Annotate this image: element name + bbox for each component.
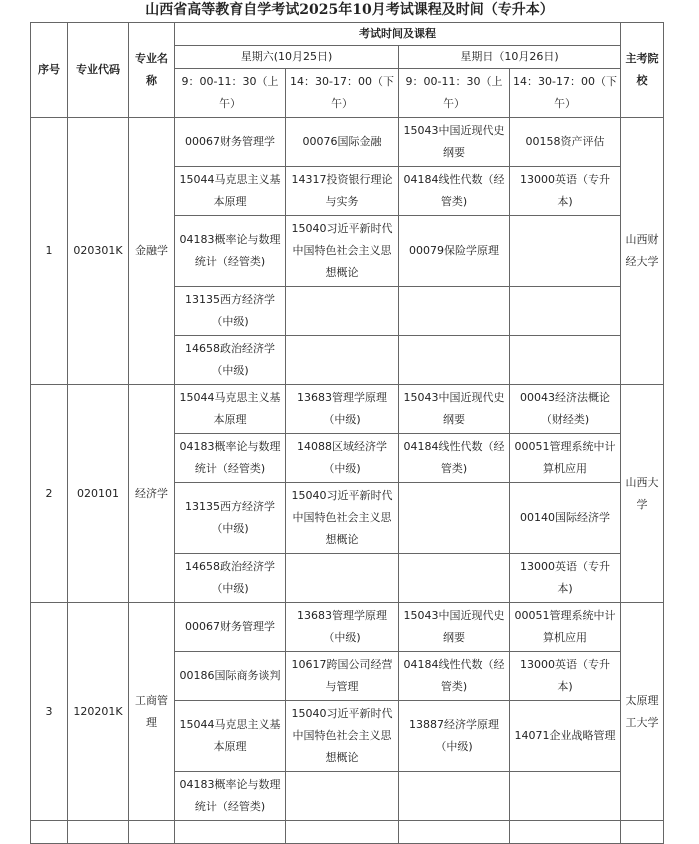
course-cell (510, 216, 621, 287)
course-cell: 04184线性代数（经管类) (399, 434, 510, 483)
course-cell (286, 554, 399, 603)
major-name: 金融学 (129, 118, 175, 385)
empty-cell (175, 821, 286, 844)
schedule-table (30, 22, 664, 844)
course-cell: 15044马克思主义基本原理 (175, 701, 286, 772)
course-cell (286, 336, 399, 385)
major-seq: 3 (31, 603, 68, 821)
course-cell: 10617跨国公司经营与管理 (286, 652, 399, 701)
course-cell: 13000英语（专升本) (510, 554, 621, 603)
course-cell: 15044马克思主义基本原理 (175, 385, 286, 434)
course-cell: 14317投资银行理论与实务 (286, 167, 399, 216)
schedule-table-wrapper (30, 22, 664, 844)
course-cell (510, 287, 621, 336)
course-cell: 00079保险学原理 (399, 216, 510, 287)
course-cell: 13000英语（专升本) (510, 167, 621, 216)
course-cell: 04183概率论与数理统计（经管类) (175, 772, 286, 821)
header-sun-am: 9：00-11：30（上午） (399, 69, 510, 118)
major-school: 山西大学 (621, 385, 664, 603)
course-cell: 00076国际金融 (286, 118, 399, 167)
course-cell: 00067财务管理学 (175, 603, 286, 652)
course-cell: 15043中国近现代史纲要 (399, 118, 510, 167)
course-cell (510, 772, 621, 821)
course-cell: 15040习近平新时代中国特色社会主义思想概论 (286, 701, 399, 772)
course-cell (399, 483, 510, 554)
course-cell: 00158资产评估 (510, 118, 621, 167)
major-school: 太原理工大学 (621, 603, 664, 821)
course-cell: 15043中国近现代史纲要 (399, 385, 510, 434)
header-school: 主考院校 (621, 23, 664, 118)
course-cell: 00140国际经济学 (510, 483, 621, 554)
header-seq: 序号 (31, 23, 68, 118)
header-sat-pm: 14：30-17：00（下午） (286, 69, 399, 118)
course-cell: 15040习近平新时代中国特色社会主义思想概论 (286, 216, 399, 287)
course-cell: 00067财务管理学 (175, 118, 286, 167)
course-cell: 00051管理系统中计算机应用 (510, 434, 621, 483)
course-cell (399, 772, 510, 821)
course-cell: 04184线性代数（经管类) (399, 167, 510, 216)
major-code: 020101 (68, 385, 129, 603)
major-name: 经济学 (129, 385, 175, 603)
empty-cell (31, 821, 68, 844)
header-code: 专业代码 (68, 23, 129, 118)
major-seq: 2 (31, 385, 68, 603)
empty-cell (286, 821, 399, 844)
major-code: 020301K (68, 118, 129, 385)
course-cell: 14071企业战略管理 (510, 701, 621, 772)
course-cell: 14658政治经济学（中级) (175, 336, 286, 385)
course-cell: 14088区域经济学（中级) (286, 434, 399, 483)
course-cell: 15043中国近现代史纲要 (399, 603, 510, 652)
header-name: 专业名称 (129, 23, 175, 118)
course-cell: 13135西方经济学（中级) (175, 483, 286, 554)
course-cell (286, 287, 399, 336)
course-cell: 14658政治经济学（中级) (175, 554, 286, 603)
course-cell (399, 554, 510, 603)
major-code: 120201K (68, 603, 129, 821)
course-cell: 04183概率论与数理统计（经管类) (175, 216, 286, 287)
empty-cell (129, 821, 175, 844)
empty-cell (621, 821, 664, 844)
header-sunday: 星期日（10月26日) (399, 46, 621, 69)
header-sun-pm: 14：30-17：00（下午） (510, 69, 621, 118)
header-exam-time: 考试时间及课程 (175, 23, 621, 46)
course-cell: 13683管理学原理（中级) (286, 385, 399, 434)
course-cell: 00051管理系统中计算机应用 (510, 603, 621, 652)
course-cell: 15040习近平新时代中国特色社会主义思想概论 (286, 483, 399, 554)
major-seq: 1 (31, 118, 68, 385)
course-cell (399, 336, 510, 385)
course-cell (510, 336, 621, 385)
course-cell (286, 772, 399, 821)
empty-cell (399, 821, 510, 844)
course-cell (399, 287, 510, 336)
course-cell: 15044马克思主义基本原理 (175, 167, 286, 216)
course-cell: 04184线性代数（经管类) (399, 652, 510, 701)
course-cell: 13683管理学原理（中级) (286, 603, 399, 652)
major-name: 工商管理 (129, 603, 175, 821)
course-cell: 13887经济学原理（中级) (399, 701, 510, 772)
course-cell: 00043经济法概论（财经类) (510, 385, 621, 434)
course-cell: 00186国际商务谈判 (175, 652, 286, 701)
empty-cell (510, 821, 621, 844)
major-school: 山西财经大学 (621, 118, 664, 385)
empty-cell (68, 821, 129, 844)
course-cell: 04183概率论与数理统计（经管类) (175, 434, 286, 483)
course-cell: 13135西方经济学（中级) (175, 287, 286, 336)
header-saturday: 星期六(10月25日) (175, 46, 399, 69)
header-sat-am: 9：00-11：30（上午） (175, 69, 286, 118)
course-cell: 13000英语（专升本) (510, 652, 621, 701)
page-title: 山西省高等教育自学考试2025年10月考试课程及时间（专升本） (145, 2, 554, 18)
